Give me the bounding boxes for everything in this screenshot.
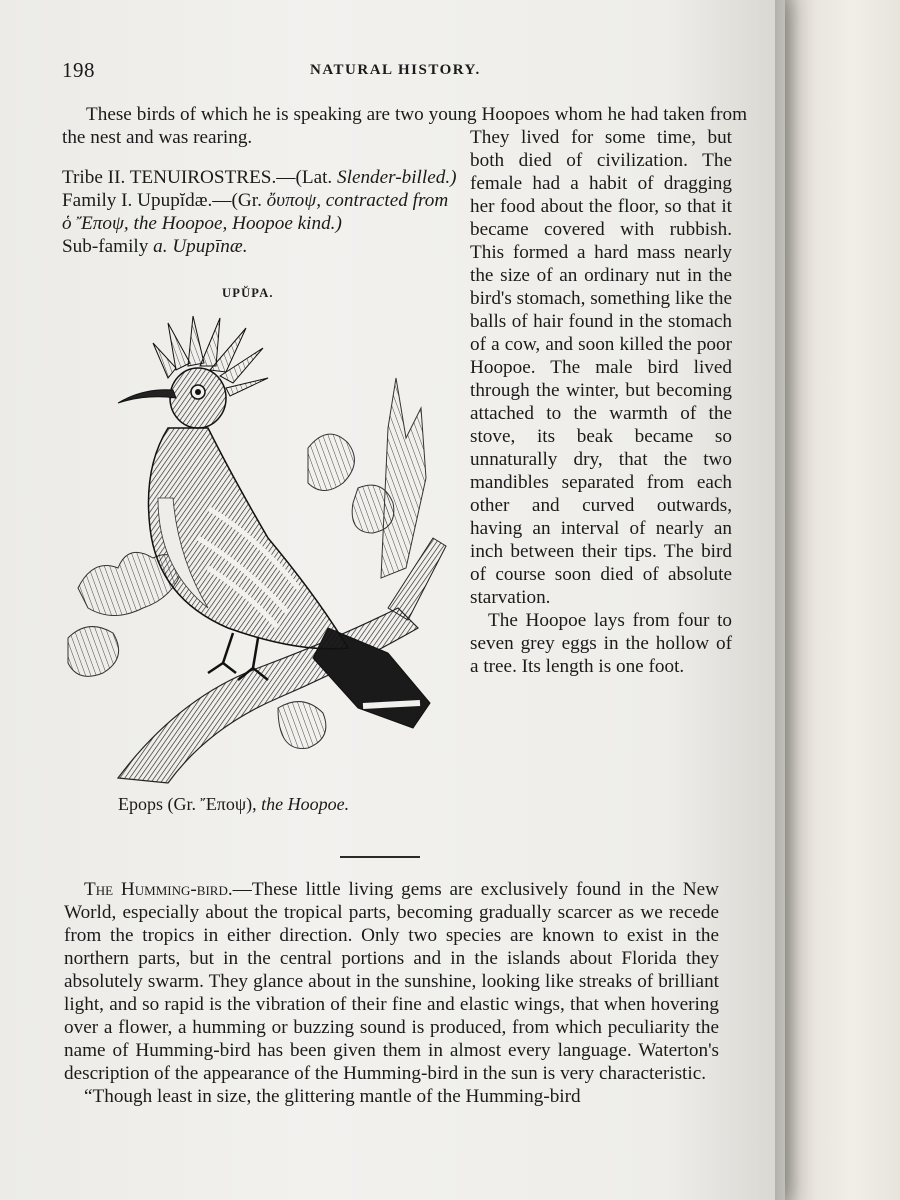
caption-italic: the Hoopoe.	[261, 794, 350, 814]
right-column-text	[470, 126, 732, 678]
family-greek: ὄυποψ, contracted from ὁ Ἔποψ, the Hoopoe, Hoopoe kind.)	[62, 190, 449, 234]
intro-paragraph: These birds of which he is speaking are two young Hoopoes whom he had taken from the nest and was rearing.	[62, 104, 747, 148]
hoopoe-illustration	[58, 308, 458, 788]
figure-caption	[118, 794, 349, 815]
subfamily-italic: a. Upupīnæ.	[153, 236, 248, 257]
humming-bird-lead-in: The Humming-bird.	[84, 879, 233, 900]
taxonomy-block	[62, 166, 462, 258]
running-head: NATURAL HISTORY.	[310, 62, 481, 78]
humming-bird-paragraph-2: “Though least in size, the glittering mantle of the Humming-bird	[84, 1086, 581, 1107]
tribe-line	[62, 166, 462, 189]
subfamily-line	[62, 235, 462, 258]
tribe-italic: Slender-billed.)	[337, 167, 457, 188]
caption-text: Epops (Gr. Ἔποψ),	[118, 794, 262, 814]
right-column-paragraph-1: They lived for some time, but both died of civilization. The female had a habit of dragging her food about the floor, so that it became covered with rubbish. This formed a hard mass nearly the size of an ordinary nut in the bird's stomach, something like the balls of hair found in the stomach of a cow, and soon killed the poor Hoopoe. The male bird lived through the winter, but becoming attached to the warmth of the stove, its beak became so unnaturally dry, that the two mandibles separated from each other and curved outwards, having an interval of nearly an inch between their tips. The bird of course soon died of absolute starvation.	[470, 127, 732, 608]
page-number: 198	[62, 58, 95, 82]
subfamily-text: Sub-family	[62, 236, 154, 257]
page-gutter-shadow	[775, 0, 800, 1200]
section-divider	[340, 856, 420, 858]
humming-bird-section	[64, 878, 719, 1108]
humming-bird-paragraph-1	[64, 878, 719, 1085]
tribe-text: Tribe II. TENUIROSTRES.—(Lat.	[62, 167, 338, 188]
humming-bird-body: —These little living gems are exclusively found in the New World, especially about the tropical parts, becoming gradually scarcer as we recede from the tropics in either direction. Only two species are known to exist in the northern parts, but in the central portions and in the islands about Florida they absolutely swarm. They glance about in the sunshine, looking like streaks of brilliant light, and so rapid is the vibration of their fine and elastic wings, that when hovering over a flower, a humming or buzzing sound is produced, from which peculiarity the name of Humming-bird has been given them in almost every language. Waterton's description of the appearance of the Humming-bird in the sun is very characteristic.	[64, 879, 719, 1084]
hoopoe-engraving-icon	[58, 308, 458, 788]
genus-label: UPŬPA.	[222, 286, 274, 300]
right-column-paragraph-2: The Hoopoe lays from four to seven grey eggs in the hollow of a tree. Its length is one foot.	[470, 610, 732, 677]
family-text: Family I. Upupĭdæ.—(Gr.	[62, 190, 267, 211]
family-line	[62, 189, 462, 235]
